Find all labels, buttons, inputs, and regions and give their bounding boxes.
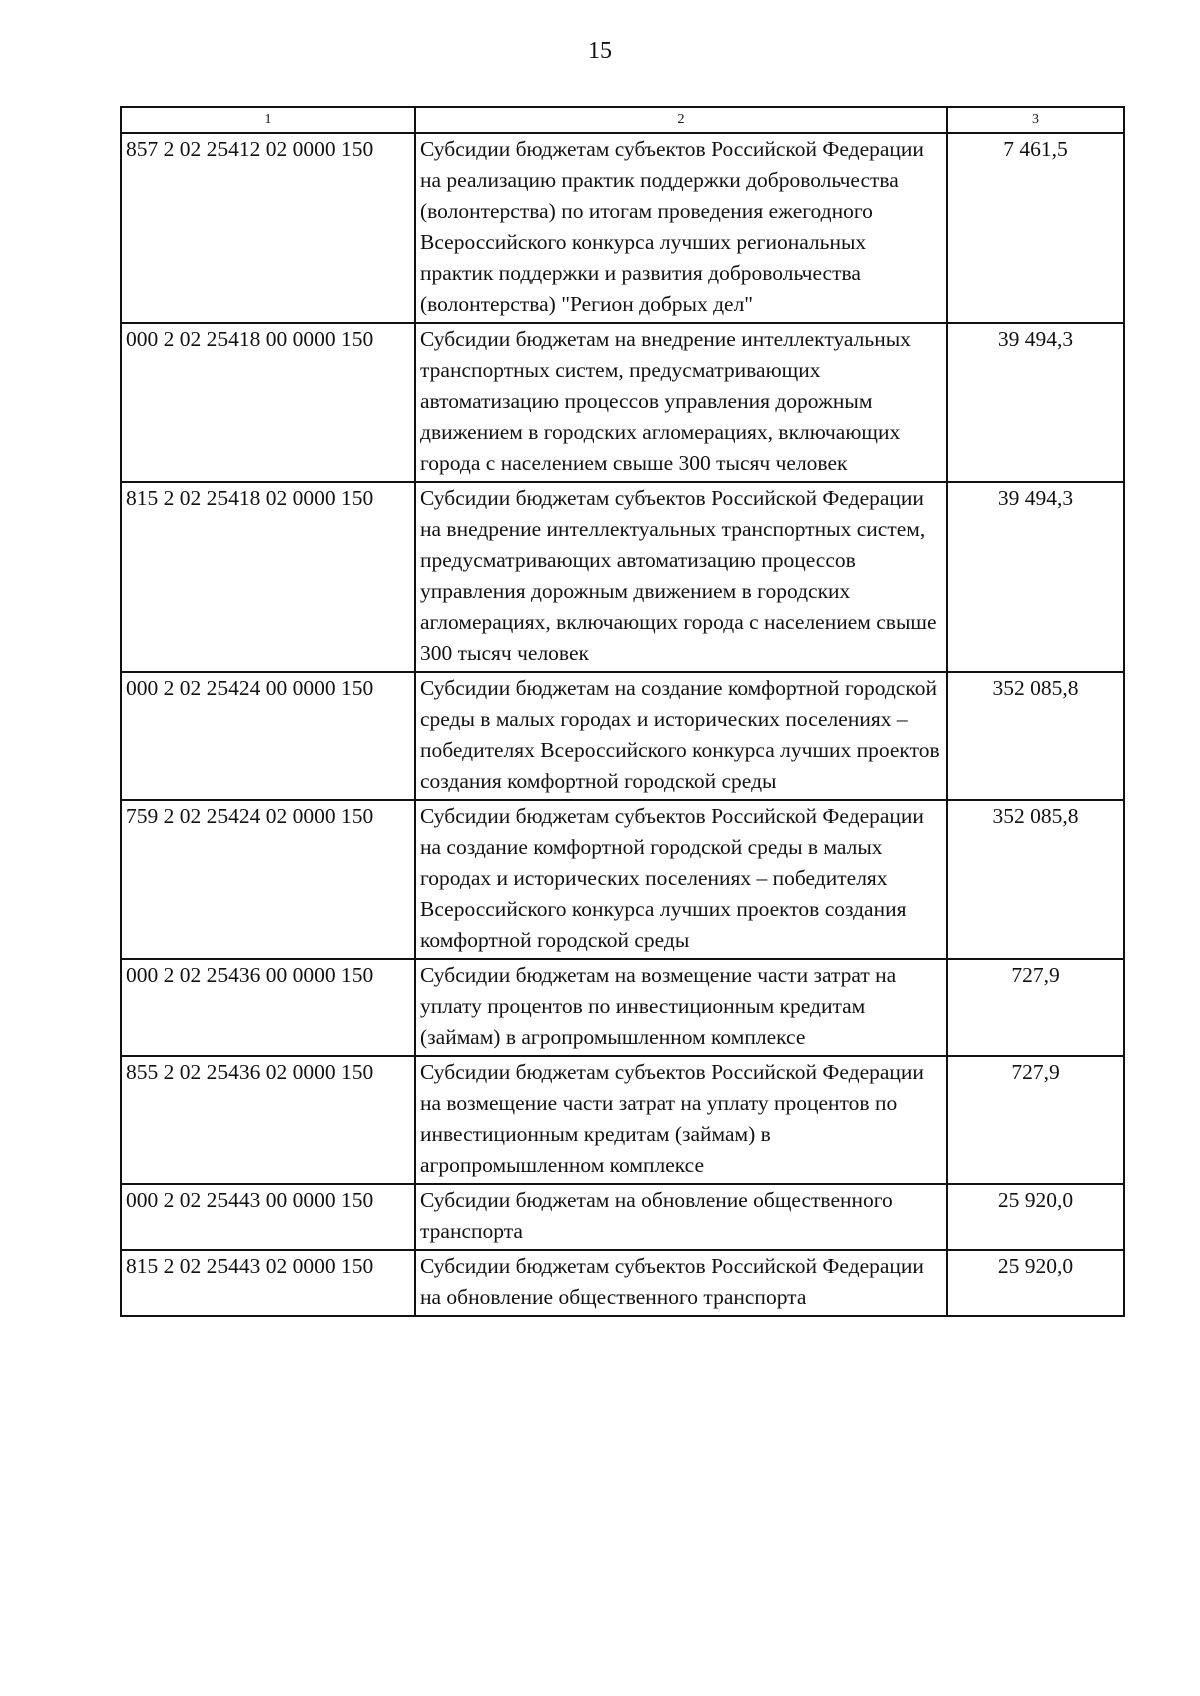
budget-code-cell: 759 2 02 25424 02 0000 150: [121, 800, 415, 959]
column-header-description: 2: [415, 107, 947, 133]
budget-code-cell: 815 2 02 25418 02 0000 150: [121, 482, 415, 672]
page-number: 15: [588, 38, 612, 64]
table-row: [121, 1056, 1124, 1184]
amount-cell: 39 494,3: [947, 482, 1124, 672]
table-row: [121, 133, 1124, 323]
budget-code-cell: 857 2 02 25412 02 0000 150: [121, 133, 415, 323]
table-row: [121, 1184, 1124, 1250]
budget-classification-table: [120, 106, 1125, 1317]
column-header-code: 1: [121, 107, 415, 133]
table-row: [121, 1250, 1124, 1316]
budget-code-cell: 000 2 02 25424 00 0000 150: [121, 672, 415, 800]
budget-code-cell: 815 2 02 25443 02 0000 150: [121, 1250, 415, 1316]
budget-code-cell: 000 2 02 25436 00 0000 150: [121, 959, 415, 1056]
description-cell: Субсидии бюджетам на возмещение части затрат на уплату процентов по инвестиционным кредитам (займам) в агропромышленном комплексе: [415, 959, 947, 1056]
amount-cell: 727,9: [947, 1056, 1124, 1184]
table-row: [121, 959, 1124, 1056]
description-cell: Субсидии бюджетам субъектов Российской Федерации на обновление общественного транспорта: [415, 1250, 947, 1316]
budget-code-cell: 000 2 02 25418 00 0000 150: [121, 323, 415, 482]
amount-cell: 352 085,8: [947, 672, 1124, 800]
amount-cell: 39 494,3: [947, 323, 1124, 482]
amount-cell: 7 461,5: [947, 133, 1124, 323]
budget-code-cell: 855 2 02 25436 02 0000 150: [121, 1056, 415, 1184]
amount-cell: 25 920,0: [947, 1184, 1124, 1250]
table-row: [121, 323, 1124, 482]
table-row: [121, 482, 1124, 672]
budget-code-cell: 000 2 02 25443 00 0000 150: [121, 1184, 415, 1250]
description-cell: Субсидии бюджетам субъектов Российской Федерации на внедрение интеллектуальных транспортных систем, предусматривающих автоматизацию процессов управления дорожным движением в городских агломерациях, включающих города с населением свыше 300 тысяч человек: [415, 482, 947, 672]
description-cell: Субсидии бюджетам на создание комфортной городской среды в малых городах и исторических поселениях – победителях Всероссийского конкурса лучших проектов создания комфортной городской среды: [415, 672, 947, 800]
table-row: [121, 800, 1124, 959]
amount-cell: 25 920,0: [947, 1250, 1124, 1316]
amount-cell: 727,9: [947, 959, 1124, 1056]
description-cell: Субсидии бюджетам субъектов Российской Федерации на создание комфортной городской среды в малых городах и исторических поселениях – победителях Всероссийского конкурса лучших проектов создания комфортной городской среды: [415, 800, 947, 959]
column-header-amount: 3: [947, 107, 1124, 133]
amount-cell: 352 085,8: [947, 800, 1124, 959]
table-header-row: [121, 107, 1124, 133]
description-cell: Субсидии бюджетам на внедрение интеллектуальных транспортных систем, предусматривающих автоматизацию процессов управления дорожным движением в городских агломерациях, включающих города с населением свыше 300 тысяч человек: [415, 323, 947, 482]
description-cell: Субсидии бюджетам на обновление общественного транспорта: [415, 1184, 947, 1250]
table-row: [121, 672, 1124, 800]
description-cell: Субсидии бюджетам субъектов Российской Федерации на реализацию практик поддержки добровольчества (волонтерства) по итогам проведения ежегодного Всероссийского конкурса лучших региональных практик поддержки и развития добровольчества (волонтерства) "Регион добрых дел": [415, 133, 947, 323]
description-cell: Субсидии бюджетам субъектов Российской Федерации на возмещение части затрат на уплату процентов по инвестиционным кредитам (займам) в агропромышленном комплексе: [415, 1056, 947, 1184]
